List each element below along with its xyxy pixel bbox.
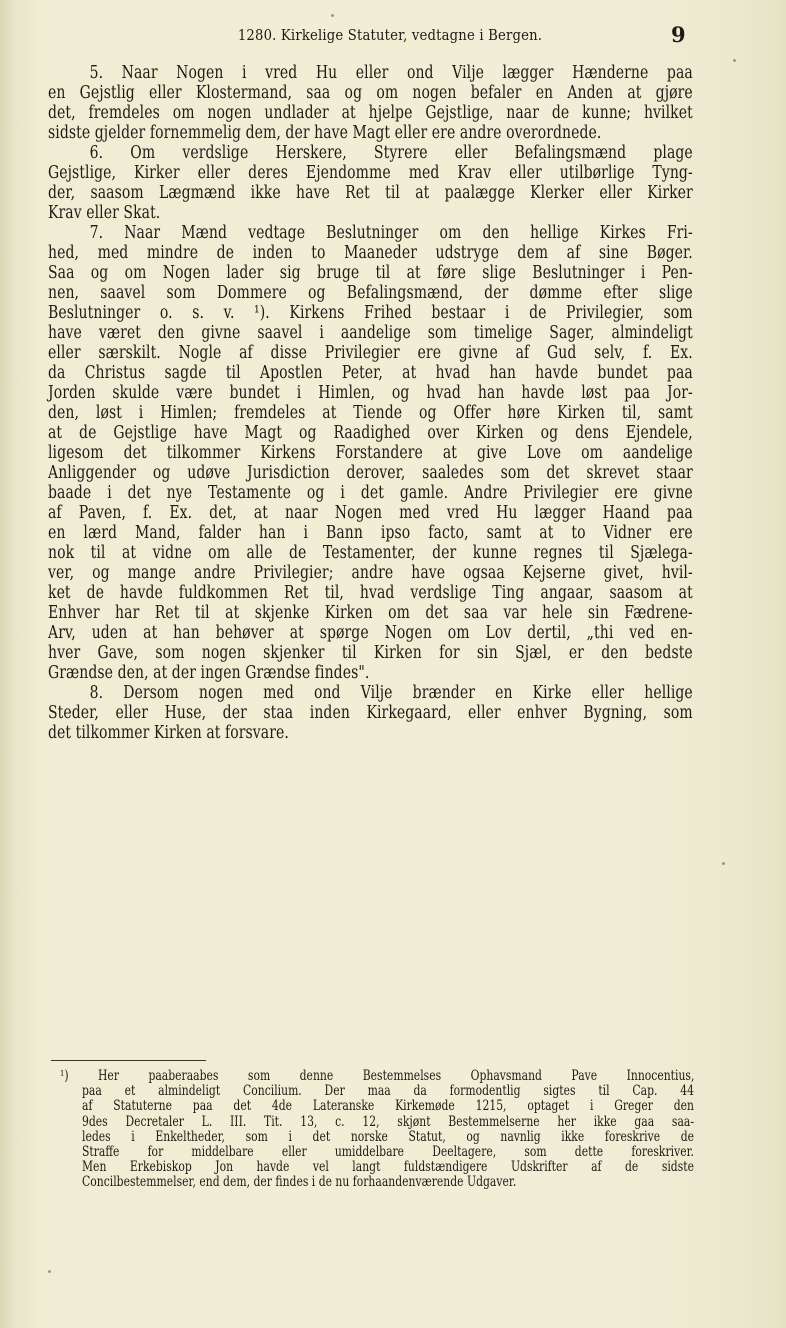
paper-speck	[331, 14, 334, 17]
text-line: Jorden skulde være bundet i Himlen, og hvad han havde løst paa Jor-	[48, 383, 693, 403]
text-line: 6. Om verdslige Herskere, Styrere eller Befalingsmænd plage	[89, 143, 693, 163]
text-line: Krav eller Skat.	[48, 203, 161, 223]
text-line: at de Gejstlige have Magt og Raadighed over Kirken og dens Ejendele,	[48, 423, 693, 443]
page-number: 9	[671, 22, 686, 47]
text-line: det, fremdeles om nogen undlader at hjelpe Gejstlige, naar de kunne; hvilket	[48, 103, 693, 123]
footnote-line: Straffe for middelbare eller umiddelbare Deeltagere, som dette foreskriver.	[82, 1143, 694, 1160]
footnote	[60, 1068, 695, 1191]
footnote-line: Concilbestemmelser, end dem, der findes i de nu forhaandenværende Udgaver.	[82, 1174, 517, 1191]
text-line: der, saasom Lægmænd ikke have Ret til at paalægge Klerker eller Kirker	[48, 183, 693, 203]
paper-speck	[722, 862, 725, 865]
footnote-line: Men Erkebiskop Jon havde vel langt fuldstændigere Udskrifter af de sidste	[82, 1159, 694, 1176]
text-line: ligesom det tilkommer Kirkens Forstandere at give Love om aandelige	[48, 443, 693, 463]
footnote-line: ledes i Enkeltheder, som i det norske Statut, og navnlig ikke foreskrive de	[82, 1128, 694, 1145]
footnote-line: 9des Decretaler L. III. Tit. 13, c. 12, skjønt Bestemmelserne her ikke gaa saa-	[82, 1113, 694, 1130]
text-line: af Paven, f. Ex. det, at naar Nogen med vred Hu lægger Haand paa	[48, 503, 693, 523]
text-line: da Christus sagde til Apostlen Peter, at hvad han havde bundet paa	[48, 363, 693, 383]
text-line: Saa og om Nogen lader sig bruge til at føre slige Beslutninger i Pen-	[48, 263, 693, 283]
text-line: 7. Naar Mænd vedtage Beslutninger om den hellige Kirkes Fri-	[89, 223, 693, 243]
text-line: den, løst i Himlen; fremdeles at Tiende og Offer høre Kirken til, samt	[48, 403, 693, 423]
paper-speck	[48, 1270, 51, 1273]
text-line: nok til at vidne om alle de Testamenter, der kunne regnes til Sjælega-	[48, 543, 693, 563]
paper-speck	[733, 59, 736, 62]
footnote-rule	[51, 1060, 206, 1061]
text-line: en lærd Mand, falder han i Bann ipso facto, samt at to Vidner ere	[48, 523, 693, 543]
text-line: Gejstlige, Kirker eller deres Ejendomme med Krav eller utilbørlige Tyng-	[48, 163, 693, 183]
text-line: Arv, uden at han behøver at spørge Nogen om Lov dertil, „thi ved en-	[48, 623, 693, 643]
text-line: 5. Naar Nogen i vred Hu eller ond Vilje lægger Hænderne paa	[89, 63, 693, 83]
text-line: sidste gjelder fornemmelig dem, der have Magt eller ere andre overordnede.	[48, 123, 602, 143]
text-line: baade i det nye Testamente og i det gamle. Andre Privilegier ere givne	[48, 483, 693, 503]
running-header	[0, 22, 786, 50]
text-line: Beslutninger o. s. v. ¹). Kirkens Frihed bestaar i de Privilegier, som	[48, 303, 693, 323]
text-line: hver Gave, som nogen skjenker til Kirken for sin Sjæl, er den bedste	[48, 643, 693, 663]
text-line: hed, med mindre de inden to Maaneder udstryge dem af sine Bøger.	[48, 243, 693, 263]
text-line: ver, og mange andre Privilegier; andre have ogsaa Kejserne givet, hvil-	[48, 563, 693, 583]
text-line: have været den givne saavel i aandelige som timelige Sager, almindeligt	[48, 323, 693, 343]
footnote-line: paa et almindeligt Concilium. Der maa da formodentlig sigtes til Cap. 44	[82, 1083, 694, 1100]
text-line: 8. Dersom nogen med ond Vilje brænder en Kirke eller hellige	[89, 683, 693, 703]
text-line: Steder, eller Huse, der staa inden Kirkegaard, eller enhver Bygning, som	[48, 703, 693, 723]
text-line: ket de havde fuldkommen Ret til, hvad verdslige Ting angaar, saasom at	[48, 583, 693, 603]
text-line: det tilkommer Kirken at forsvare.	[48, 723, 289, 743]
footnote-line: af Statuterne paa det 4de Lateranske Kirkemøde 1215, optaget i Greger den	[82, 1098, 694, 1115]
running-title: 1280. Kirkelige Statuter, vedtagne i Bergen.	[237, 26, 543, 44]
text-line: eller særskilt. Nogle af disse Privilegier ere givne af Gud selv, f. Ex.	[48, 343, 693, 363]
footnote-line: ¹) Her paaberaabes som denne Bestemmelses Ophavsmand Pave Innocentius,	[60, 1068, 695, 1084]
text-line: Enhver har Ret til at skjenke Kirken om det saa var hele sin Fædrene-	[48, 603, 693, 623]
text-line: Anliggender og udøve Jurisdiction derover, saaledes som det skrevet staar	[48, 463, 693, 483]
text-line: Grændse den, at der ingen Grændse findes".	[48, 663, 370, 683]
text-line: nen, saavel som Dommere og Befalingsmænd, der dømme efter slige	[48, 283, 693, 303]
main-text	[48, 63, 693, 743]
text-line: en Gejstlig eller Klostermand, saa og om nogen befaler en Anden at gjøre	[48, 83, 693, 103]
